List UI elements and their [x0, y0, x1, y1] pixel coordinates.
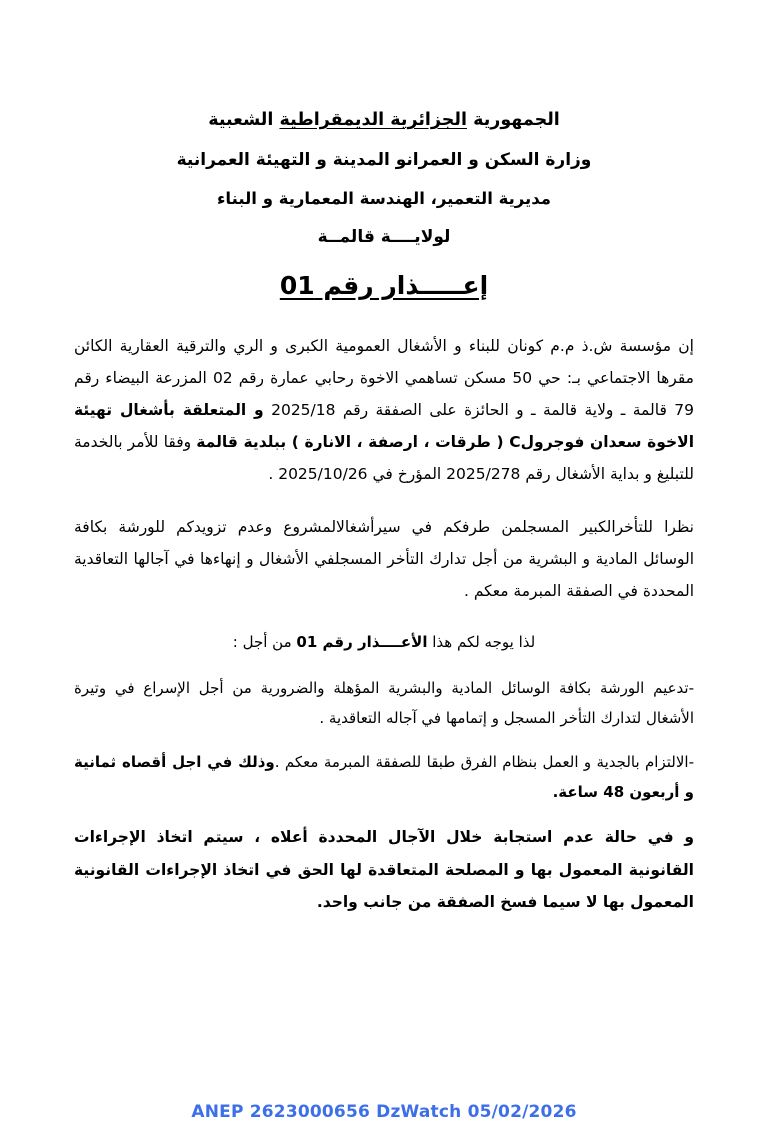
header-line-wilaya: لولايــــة قالمــة — [317, 227, 451, 247]
header-republic-suffix: الشعبية — [208, 110, 280, 130]
document-footer — [0, 1102, 768, 1122]
paragraph-notice-intro — [74, 627, 694, 657]
paragraph-company-identification — [74, 330, 694, 491]
anep-reference: ANEP 2623000656 DzWatch 05/02/2026 — [191, 1102, 577, 1122]
para1-run-order: وفقا للأمر بالخدمة للتبليغ و بداية الأشغال رقم 2025/278 المؤرخ في 2025/10/26 . — [74, 433, 694, 484]
header-republic-underlined: الجزائرية الديمقراطية — [279, 110, 467, 130]
bullet2-run-text: -الالتزام بالجدية و العمل بنظام الفرق طبقا للصفقة المبرمة معكم . — [274, 753, 694, 772]
page-title — [0, 272, 768, 300]
page-title-text: إعـــــذار رقم 01 — [279, 271, 489, 300]
list-item-reinforce-worksite: -تدعيم الورشة بكافة الوسائل المادية والبشرية المؤهلة والضرورية من أجل الإسراع في وتيرة الأشغال لتدارك التأخر المسجل و إتمامها في آجاله التعاقدية . — [74, 679, 694, 728]
intro-run-suffix: من أجل : — [232, 633, 297, 652]
header-line-directorate: مديرية التعمير، الهندسة المعمارية و البناء — [217, 188, 551, 208]
header-line-ministry: وزارة السكن و العمرانو المدينة و التهيئة العمرانية — [176, 149, 592, 170]
document-body — [0, 330, 768, 920]
document-header — [0, 0, 768, 246]
para1-run-works-bold: و المتعلقة بأشغال تهيئة الاخوة سعدان فوجرولC ( طرقات ، ارصفة ، الانارة ) ببلدية قالمة — [74, 400, 695, 452]
paragraph-legal-consequences: و في حالة عدم استجابة خلال الآجال المحددة أعلاه ، سيتم اتخاذ الإجراءات القانونية المعمول بها و المصلحة المتعاقدة لها الحق في اتخاذ الإجراءات القانونية المعمول بها لا سيما فسخ الصفقة من جانب واحد. — [74, 828, 694, 912]
intro-run-prefix: لذا يوجه لكم هذا — [427, 633, 536, 652]
header-republic-prefix: الجمهورية — [466, 110, 560, 130]
bullet2-run-deadline-bold: وذلك في اجل أقصاه ثمانية و أربعون 48 ساعة. — [74, 753, 694, 802]
intro-run-notice-bold: الأعــــذار رقم 01 — [296, 633, 428, 652]
list-item-commitment — [74, 747, 694, 807]
para1-run-intro: إن مؤسسة ش.ذ م.م كونان للبناء و الأشغال العمومية الكبرى و الري والترقية العقارية الكائن مقرها الاجتماعي بـ: حي 50 مسكن تساهمي الاخوة رحابي عمارة رقم 02 المزرعة البيضاء رقم 79 قالمة ـ ولاية قالمة ـ و الحائزة على الصفقة رقم 2025/18 — [74, 336, 694, 419]
header-line-republic — [0, 112, 768, 130]
paragraph-delay-notice: نظرا للتأخرالكبير المسجلمن طرفكم في سيرأشغالالمشروع وعدم تزويدكم للورشة بكافة الوسائل المادية و البشرية من أجل تدارك التأخر المسجلفي الأشغال و إنهاءها في آجالها التعاقدية المحددة في الصفقة المبرمة معكم . — [74, 517, 694, 601]
